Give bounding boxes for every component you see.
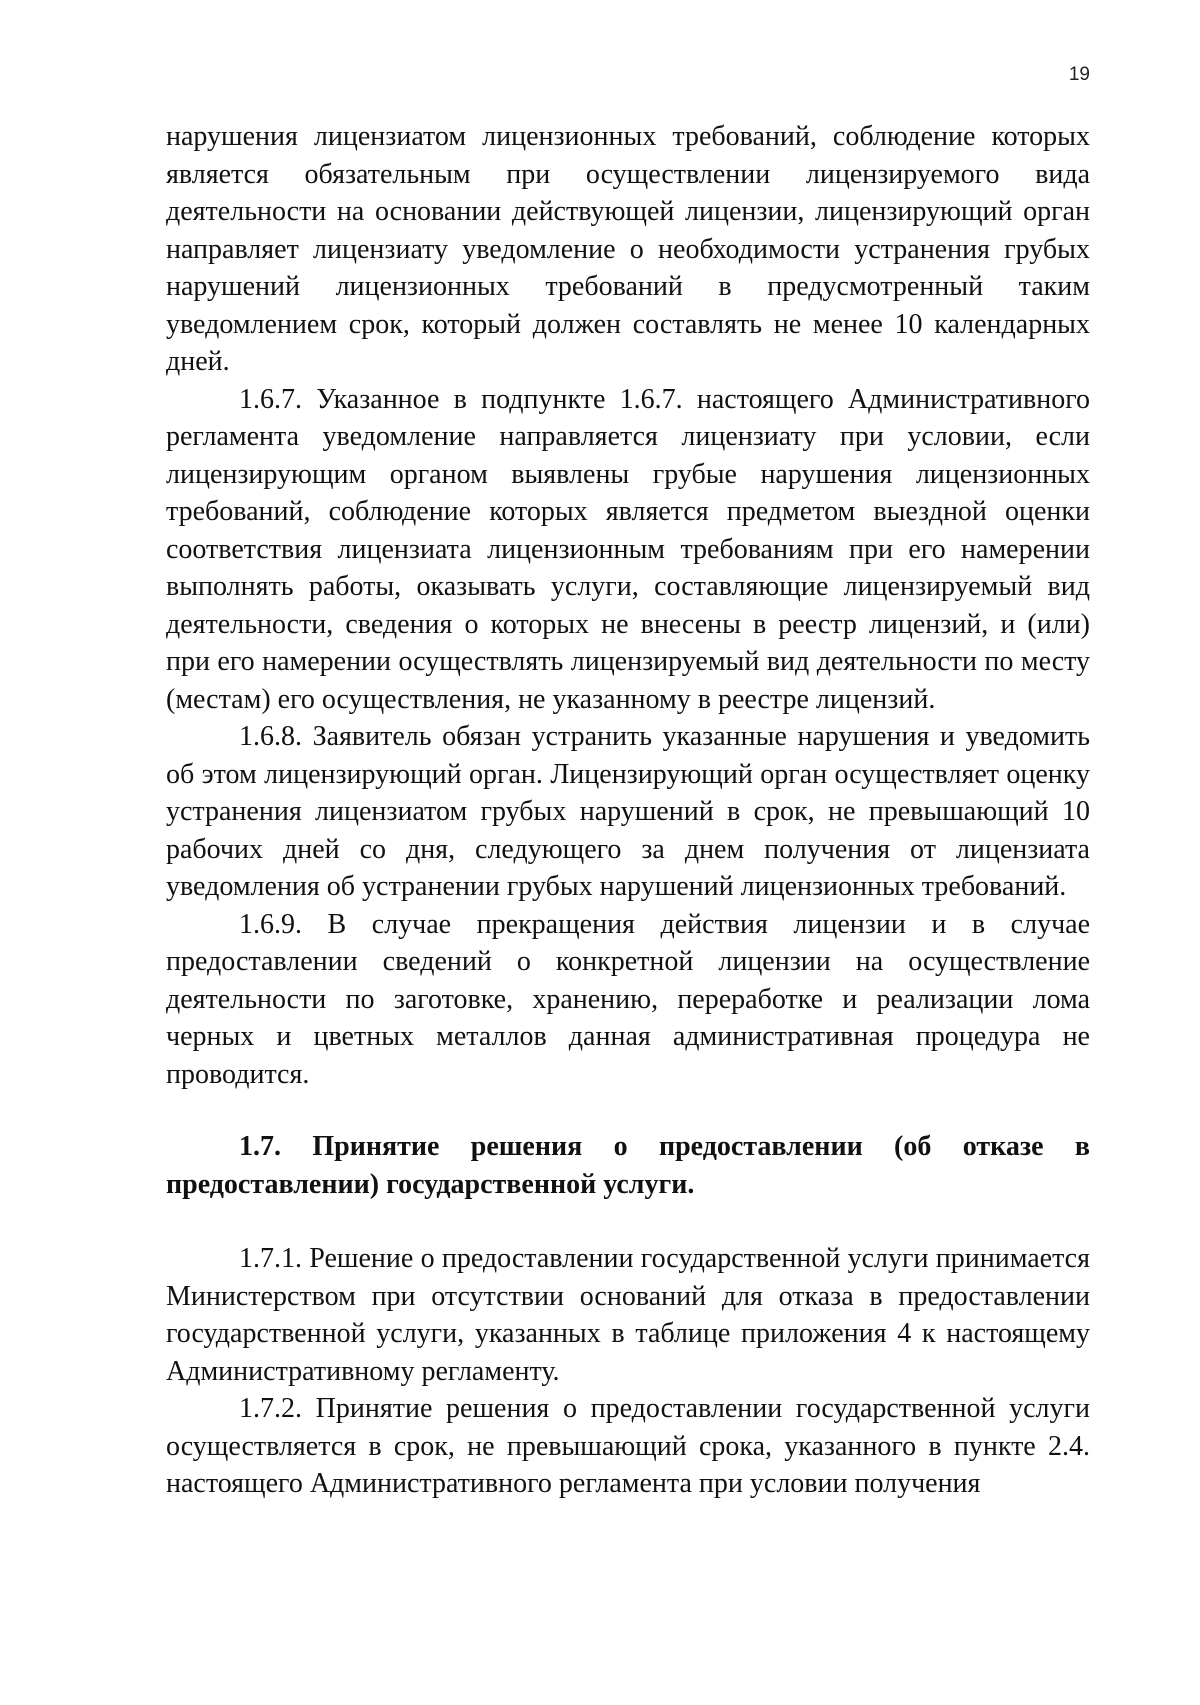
paragraph-1-7-1: 1.7.1. Решение о предоставлении государственной услуги принимается Министерством при отсутствии оснований для отказа в предоставлении государственной услуги, указанных в таблице приложения 4 к настоящему Административному регламенту. — [166, 1243, 1090, 1387]
paragraph-1-6-8: 1.6.8. Заявитель обязан устранить указанные нарушения и уведомить об этом лицензирующий орган. Лицензирующий орган осуществляет оценку устранения лицензиатом грубых нарушений в срок, не превышающий 10 рабочих дней со дня, следующего за днем получения от лицензиата уведомления об устранении грубых нарушений лицензионных требований. — [166, 721, 1090, 902]
document-body — [166, 118, 1090, 1503]
paragraph-1-6-9: 1.6.9. В случае прекращения действия лицензии и в случае предоставлении сведений о конкретной лицензии на осуществление деятельности по заготовке, хранению, переработке и реализации лома черных и цветных металлов данная административная процедура не проводится. — [166, 908, 1090, 1090]
page-number: 19 — [1068, 64, 1090, 85]
section-heading-1-7: 1.7. Принятие решения о предоставлении (об отказе в предоставлении) государственной услуги. — [166, 1131, 1090, 1200]
paragraph-1-6-7: 1.6.7. Указанное в подпункте 1.6.7. настоящего Административного регламента уведомление направляется лицензиату при условии, если лицензирующим органом выявлены грубые нарушения лицензионных требований, соблюдение которых является предметом выездной оценки соответствия лицензиата лицензионным требованиям при его намерении выполнять работы, оказывать услуги, составляющие лицензируемый вид деятельности, сведения о которых не внесены в реестр лицензий, и (или) при его намерении осуществлять лицензируемый вид деятельности по месту (местам) его осуществления, не указанному в реестре лицензий. — [166, 383, 1090, 715]
paragraph-1-7-2: 1.7.2. Принятие решения о предоставлении государственной услуги осуществляется в срок, не превышающий срока, указанного в пункте 2.4. настоящего Административного регламента при условии получения — [166, 1393, 1090, 1499]
paragraph-continuation: нарушения лицензиатом лицензионных требований, соблюдение которых является обязательным при осуществлении лицензируемого вида деятельности на основании действующей лицензии, лицензирующий орган направляет лицензиату уведомление о необходимости устранения грубых нарушений лицензионных требований в предусмотренный таким уведомлением срок, который должен составлять не менее 10 календарных дней. — [166, 121, 1090, 377]
